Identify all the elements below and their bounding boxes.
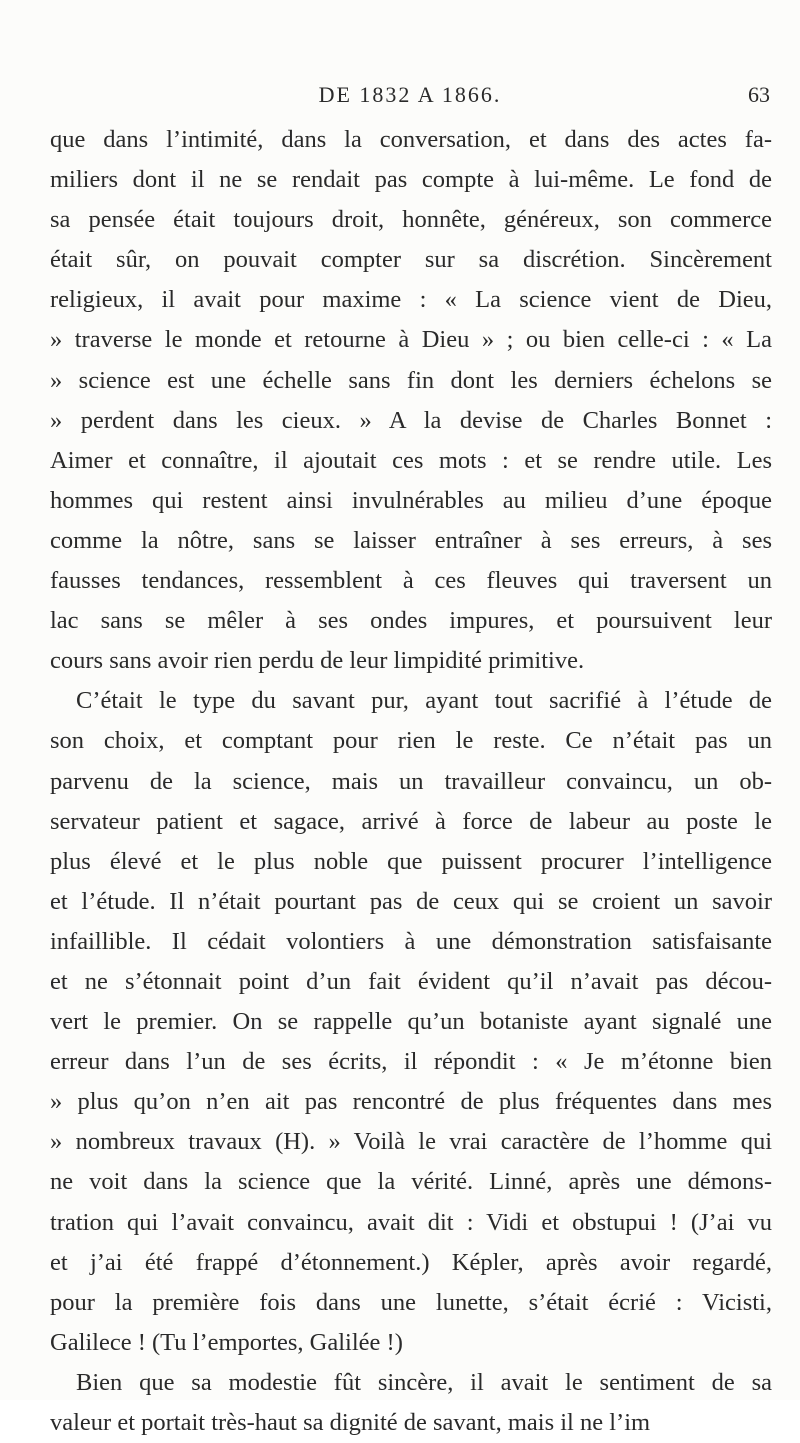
text-line: cours sans avoir rien perdu de leur limpidité primitive. [50,647,585,675]
text-line: et ne s’étonnait point d’un fait évident qu’il n’avait pas décou- [50,967,772,995]
text-line: C’était le type du savant pur, ayant tout sacrifié à l’étude de [76,687,772,715]
text-line: plus élevé et le plus noble que puissent procurer l’intelligence [50,847,772,875]
body-text [50,120,772,1443]
text-line: religieux, il avait pour maxime : « La science vient de Dieu, [50,286,772,314]
text-line: parvenu de la science, mais un travailleur convaincu, un ob- [50,767,772,795]
text-line: et l’étude. Il n’était pourtant pas de ceux qui se croient un savoir [50,887,772,915]
text-line: pour la première fois dans une lunette, s’était écrié : Vicisti, [50,1288,772,1316]
text-line: infaillible. Il cédait volontiers à une démonstration satisfaisante [50,927,772,955]
text-line: lac sans se mêler à ses ondes impures, et poursuivent leur [50,607,772,635]
text-line: » traverse le monde et retourne à Dieu » ; ou bien celle-ci : « La [50,326,772,354]
running-title: DE 1832 A 1866. [318,82,502,107]
running-head [50,82,770,112]
text-line: erreur dans l’un de ses écrits, il répondit : « Je m’étonne bien [50,1048,772,1076]
text-line: sa pensée était toujours droit, honnête, généreux, son commerce [50,206,772,234]
text-line: comme la nôtre, sans se laisser entraîner à ses erreurs, à ses [50,526,772,554]
text-line: et j’ai été frappé d’étonnement.) Képler, après avoir regardé, [50,1248,772,1276]
text-line: son choix, et comptant pour rien le reste. Ce n’était pas un [50,727,772,755]
text-line: » nombreux travaux (H). » Voilà le vrai caractère de l’homme qui [50,1128,772,1156]
text-line: » science est une échelle sans fin dont les derniers échelons se [50,366,772,394]
text-line: était sûr, on pouvait compter sur sa discrétion. Sincèrement [50,246,772,274]
text-line: Bien que sa modestie fût sincère, il avait le sentiment de sa [76,1368,772,1396]
text-line: tration qui l’avait convaincu, avait dit : Vidi et obstupui ! (J’ai vu [50,1208,772,1236]
text-line: » plus qu’on n’en ait pas rencontré de plus fréquentes dans mes [50,1088,772,1116]
text-line: Aimer et connaître, il ajoutait ces mots : et se rendre utile. Les [50,446,772,474]
text-line: hommes qui restent ainsi invulnérables au milieu d’une époque [50,486,772,514]
text-line: miliers dont il ne se rendait pas compte à lui-même. Le fond de [50,166,772,194]
text-line: fausses tendances, ressemblent à ces fleuves qui traversent un [50,567,772,595]
text-line: » perdent dans les cieux. » A la devise de Charles Bonnet : [50,406,772,434]
text-line: que dans l’intimité, dans la conversation, et dans des actes fa- [50,126,772,153]
text-line: ne voit dans la science que la vérité. Linné, après une démons- [50,1168,772,1196]
text-line: Galilece ! (Tu l’emportes, Galilée !) [50,1328,403,1356]
text-line: servateur patient et sagace, arrivé à force de labeur au poste le [50,807,772,835]
text-line: vert le premier. On se rappelle qu’un botaniste ayant signalé une [50,1008,772,1036]
text-line: valeur et portait très-haut sa dignité de savant, mais il ne l’im [50,1409,651,1436]
page-number: 63 [748,82,770,107]
